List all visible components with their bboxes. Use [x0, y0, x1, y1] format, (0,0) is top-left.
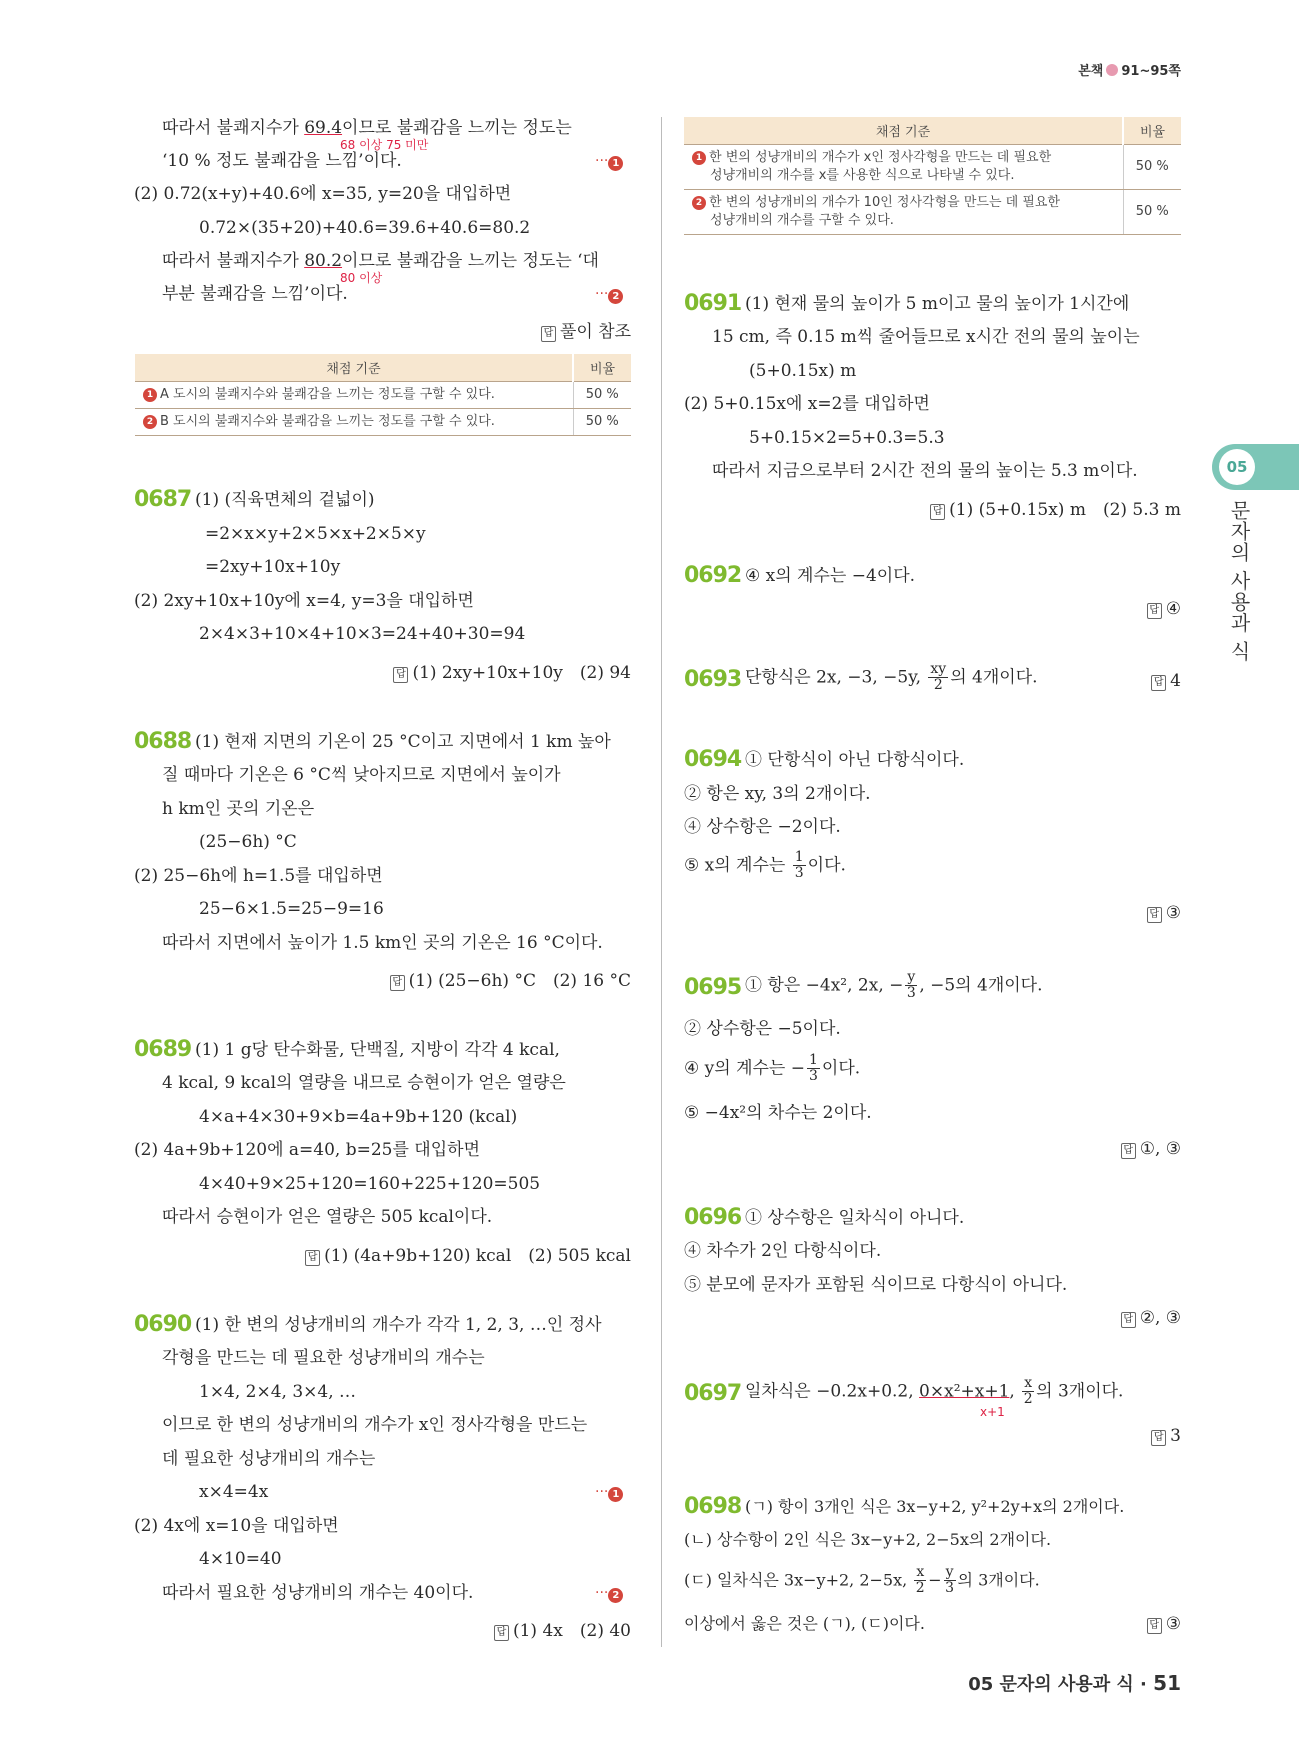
- text-line: ④ 상수항은 −2이다.: [684, 817, 841, 837]
- text-line: 4×a+4×30+9×b=4a+9b+120 (kcal): [199, 1107, 518, 1127]
- answer: 답 (1) 4x (2) 40: [494, 1616, 631, 1641]
- chapter-tab-title: 문자의 사용과 식: [1227, 500, 1251, 662]
- step-marker: ··· 2: [595, 286, 623, 304]
- bullet-icon: [1106, 64, 1118, 76]
- text-line: 15 cm, 즉 0.15 m씩 줄어들므로 x시간 전의 물의 높이는: [712, 327, 1140, 347]
- text-line: 따라서 필요한 성냥개비의 개수는 40이다.: [162, 1583, 474, 1603]
- text-line: ④ 차수가 2인 다항식이다.: [684, 1241, 882, 1261]
- rubric-table: 채점 기준 비율 1 한 변의 성냥개비의 개수가 x인 정사각형을 만드는 데 필요한 성냥개비의 개수를 x를 사용한 식으로 나타낼 수 있다. 50 % 2 한 변의 성냥개비의 개수가 10인 정사각형을 만드는 데 필요한 성냥개비의 개수를 구할 수 있다. 50 %: [684, 117, 1181, 235]
- problem-number: 0688: [134, 729, 192, 754]
- rubric-table: 채점 기준 비율 1 A 도시의 불쾌지수와 불쾌감을 느끼는 정도를 구할 수 있다. 50 % 2 B 도시의 불쾌지수와 불쾌감을 느끼는 정도를 구할 수 있다. 50 %: [135, 354, 631, 436]
- text-line: 따라서 불쾌지수가 80.2이므로 불쾌감을 느끼는 정도는 ‘대: [162, 251, 599, 271]
- page-header: [1078, 60, 1181, 79]
- text-line: ② 항은 xy, 3의 2개이다.: [684, 784, 871, 804]
- problem-number: 0695: [684, 975, 742, 1000]
- text-line: 4×40+9×25+120=160+225+120=505: [199, 1174, 541, 1194]
- step-marker: ··· 1: [595, 153, 623, 171]
- answer: 답 ③: [1147, 1614, 1181, 1634]
- text-line: 2×4×3+10×4+10×3=24+40+30=94: [199, 624, 526, 644]
- text-line: ④ y의 계수는 − $\frac{1}{3}$ 이다.: [684, 1052, 861, 1085]
- text-line: (25−6h) °C: [199, 832, 297, 852]
- problem-number: 0696: [684, 1205, 742, 1230]
- problem-number: 0687: [134, 487, 192, 512]
- header-book: 본책: [1078, 64, 1104, 79]
- text-line: (ㄴ) 상수항이 2인 식은 3x−y+2, 2−5x의 2개이다.: [684, 1530, 1052, 1549]
- problem-number: 0689: [134, 1037, 192, 1062]
- answer: 답 풀이 참조: [541, 317, 631, 342]
- text-line: (5+0.15x) m: [749, 361, 857, 381]
- text-line: (ㄷ) 일차식은 3x−y+2, 2−5x, $\frac{x}{2}$ − $\frac{y}{3}$ 의 3개이다.: [684, 1564, 1040, 1597]
- text-line: 25−6×1.5=25−9=16: [199, 899, 384, 919]
- text-line: (1) 한 변의 성냥개비의 개수가 각각 1, 2, 3, …인 정사: [195, 1315, 602, 1335]
- answer: 답 ②, ③: [1121, 1308, 1181, 1328]
- answer: 답 (1) (5+0.15x) m (2) 5.3 m: [930, 495, 1181, 520]
- text-line: x×4=4x: [199, 1482, 269, 1502]
- text-line: (ㄱ) 항이 3개인 식은 3x−y+2, y²+2y+x의 2개이다.: [745, 1497, 1125, 1516]
- problem-number: 0698: [684, 1494, 742, 1519]
- column-divider: [661, 117, 662, 1647]
- page-number: 51: [1153, 1671, 1181, 1695]
- step-marker: ··· 1: [595, 1484, 623, 1502]
- text-line: 각형을 만드는 데 필요한 성냥개비의 개수는: [162, 1348, 485, 1368]
- text-line: 일차식은 −0.2x+0.2, 0×x²+x+1, $\frac{x}{2}$ 의 3개이다.: [745, 1375, 1124, 1408]
- text-line: (2) 25−6h에 h=1.5를 대입하면: [134, 866, 383, 886]
- answer: 답 ④: [1147, 599, 1181, 619]
- chapter-tab-number: 05: [1219, 449, 1255, 485]
- problem-number: 0693: [684, 667, 742, 692]
- text-line: 4×10=40: [199, 1549, 282, 1569]
- text-line: 단항식은 2x, −3, −5y, $\frac{xy}{2}$ 의 4개이다.: [745, 661, 1038, 694]
- text-line: 5+0.15×2=5+0.3=5.3: [749, 428, 945, 448]
- text-line: (2) 4a+9b+120에 a=40, b=25를 대입하면: [134, 1140, 480, 1160]
- text-line: 따라서 지면에서 높이가 1.5 km인 곳의 기온은 16 °C이다.: [162, 933, 603, 953]
- answer: 답 3: [1151, 1426, 1181, 1446]
- text-line: =2xy+10x+10y: [205, 557, 341, 577]
- answer: 답 4: [1151, 671, 1181, 691]
- problem-number: 0690: [134, 1312, 192, 1337]
- text-line: 0.72×(35+20)+40.6=39.6+40.6=80.2: [199, 218, 531, 238]
- text-line: (2) 4x에 x=10을 대입하면: [134, 1516, 339, 1536]
- header-range: 91~95쪽: [1121, 64, 1181, 79]
- problem-number: 0692: [684, 563, 742, 588]
- text-line: 데 필요한 성냥개비의 개수는: [162, 1449, 376, 1469]
- text-line: 이상에서 옳은 것은 (ㄱ), (ㄷ)이다.: [684, 1614, 925, 1633]
- text-line: 따라서 불쾌지수가 69.4이므로 불쾌감을 느끼는 정도는: [162, 118, 572, 138]
- text-line: 질 때마다 기온은 6 °C씩 낮아지므로 지면에서 높이가: [162, 765, 561, 785]
- answer: 답 (1) (25−6h) °C (2) 16 °C: [390, 966, 631, 991]
- step-marker: ··· 2: [595, 1585, 623, 1603]
- problem-number: 0697: [684, 1381, 742, 1406]
- problem-number: 0691: [684, 291, 742, 316]
- answer-icon: 답: [541, 326, 556, 342]
- text-line: ① 항은 −4x², 2x, − $\frac{y}{3}$ , −5의 4개이다.: [745, 969, 1043, 1002]
- text-line: (2) 5+0.15x에 x=2를 대입하면: [684, 394, 930, 414]
- page-footer: [968, 1670, 1181, 1696]
- answer: 답 ①, ③: [1121, 1139, 1181, 1159]
- text-line: ② 상수항은 −5이다.: [684, 1019, 841, 1039]
- text-line: (1) 현재 물의 높이가 5 m이고 물의 높이가 1시간에: [745, 294, 1130, 314]
- text-line: 따라서 지금으로부터 2시간 전의 물의 높이는 5.3 m이다.: [712, 461, 1138, 481]
- text-line: (1) 현재 지면의 기온이 25 °C이고 지면에서 1 km 높아: [195, 732, 611, 752]
- text-line: ⑤ 분모에 문자가 포함된 식이므로 다항식이 아니다.: [684, 1275, 1068, 1295]
- annotation: 68 이상 75 미만: [340, 138, 429, 152]
- answer: 답 (1) 2xy+10x+10y (2) 94: [393, 658, 631, 683]
- text-line: (2) 2xy+10x+10y에 x=4, y=3을 대입하면: [134, 591, 474, 611]
- text-line: (2) 0.72(x+y)+40.6에 x=35, y=20을 대입하면: [134, 184, 512, 204]
- text-line: =2×x×y+2×5×x+2×5×y: [205, 524, 426, 544]
- problem-number: 0694: [684, 747, 742, 772]
- text-line: ④ x의 계수는 −4이다.: [745, 566, 916, 586]
- text-line: 4 kcal, 9 kcal의 열량을 내므로 승현이가 얻은 열량은: [162, 1073, 566, 1093]
- text-line: 따라서 승현이가 얻은 열량은 505 kcal이다.: [162, 1207, 493, 1227]
- text-line: 1×4, 2×4, 3×4, …: [199, 1382, 357, 1402]
- text-line: ① 단항식이 아닌 다항식이다.: [745, 750, 965, 770]
- text-line: ① 상수항은 일차식이 아니다.: [745, 1208, 965, 1228]
- text-line: h km인 곳의 기온은: [162, 799, 315, 819]
- text-line: (1) (직육면체의 겉넓이): [195, 490, 375, 510]
- text-line: ⑤ −4x²의 차수는 2이다.: [684, 1103, 872, 1123]
- text-line: 이므로 한 변의 성냥개비의 개수가 x인 정사각형을 만드는: [162, 1415, 588, 1435]
- answer: 답 (1) (4a+9b+120) kcal (2) 505 kcal: [305, 1241, 631, 1266]
- annotation: x+1: [980, 1405, 1005, 1419]
- text-line: ‘10 % 정도 불쾌감을 느낌’이다.: [162, 151, 402, 171]
- footer-chapter: 05 문자의 사용과 식 ·: [968, 1674, 1147, 1695]
- annotation: 80 이상: [340, 271, 383, 285]
- text-line: ⑤ x의 계수는 $\frac{1}{3}$ 이다.: [684, 849, 846, 882]
- text-line: 부분 불쾌감을 느낌’이다.: [162, 284, 348, 304]
- text-line: (1) 1 g당 탄수화물, 단백질, 지방이 각각 4 kcal,: [195, 1040, 560, 1060]
- answer: 답 ③: [1147, 903, 1181, 923]
